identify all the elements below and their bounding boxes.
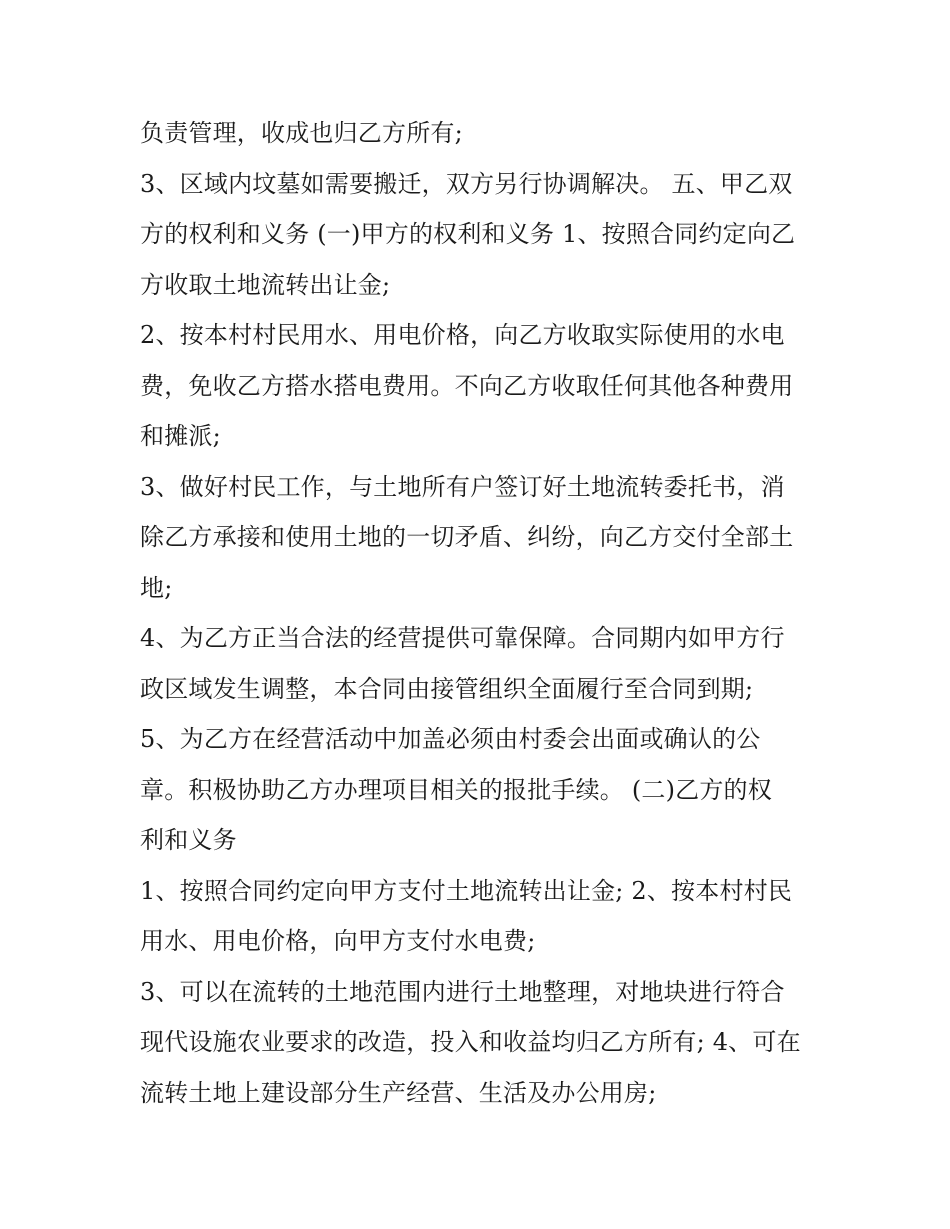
text-line: 负责管理，收成也归乙方所有; xyxy=(140,119,463,147)
text-line: 4、为乙方正当合法的经营提供可靠保障。合同期内如甲方行 xyxy=(140,624,785,652)
document-body xyxy=(140,108,820,1118)
text-line: 3、做好村民工作，与土地所有户签订好土地流转委托书，消 xyxy=(140,472,785,501)
text-line: 方收取土地流转出让金; xyxy=(140,270,391,299)
text-line: 章。积极协助乙方办理项目相关的报批手续。 (二)乙方的权 xyxy=(140,775,772,804)
text-line: 除乙方承接和使用土地的一切矛盾、纠纷，向乙方交付全部土 xyxy=(140,523,794,551)
text-line: 利和义务 xyxy=(140,826,237,854)
text-line: 和摊派; xyxy=(140,422,221,450)
text-line: 现代设施农业要求的改造，投入和收益均归乙方所有; 4、可在 xyxy=(140,1028,801,1056)
text-line: 5、为乙方在经营活动中加盖必须由村委会出面或确认的公 xyxy=(140,725,761,753)
text-line: 2、按本村村民用水、用电价格，向乙方收取实际使用的水电 xyxy=(140,321,785,349)
text-line: 方的权利和义务 (一)甲方的权利和义务 1、按照合同约定向乙 xyxy=(140,220,796,248)
text-line: 政区域发生调整，本合同由接管组织全面履行至合同到期; xyxy=(140,674,754,703)
text-line: 1、按照合同约定向甲方支付土地流转出让金; 2、按本村村民 xyxy=(140,876,793,905)
text-line: 3、可以在流转的土地范围内进行土地整理，对地块进行符合 xyxy=(140,977,785,1006)
text-line: 流转土地上建设部分生产经营、生活及办公用房; xyxy=(140,1078,657,1107)
text-line: 地; xyxy=(140,573,173,602)
text-line: 用水、用电价格，向甲方支付水电费; xyxy=(140,927,536,955)
text-line: 费，免收乙方搭水搭电费用。不向乙方收取任何其他各种费用 xyxy=(140,371,794,400)
text-line: 3、区域内坟墓如需要搬迁，双方另行协调解决。 五、甲乙双 xyxy=(140,169,793,198)
